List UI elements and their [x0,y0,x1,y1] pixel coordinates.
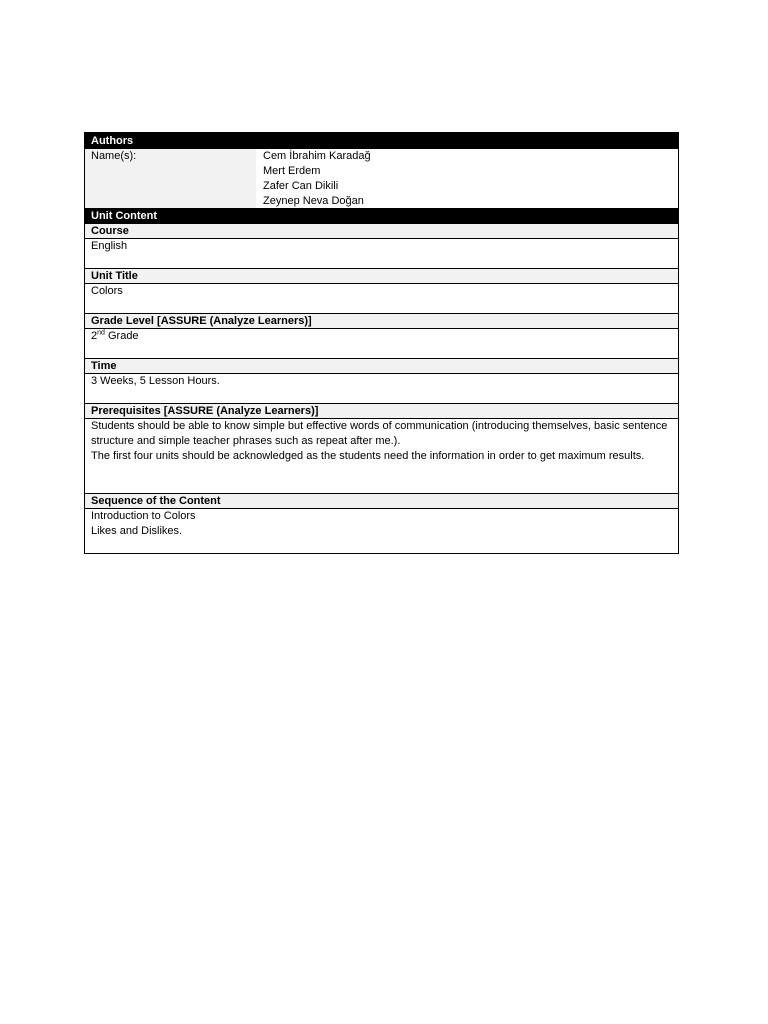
time-label: Time [85,359,678,374]
prerequisites-value [85,419,678,494]
grade-level-value [85,329,678,359]
grade-suffix: nd [97,329,105,337]
sequence-item: Introduction to Colors [91,510,196,522]
prerequisites-label: Prerequisites [ASSURE (Analyze Learners)] [85,404,678,419]
grade-number: 2 [91,330,98,342]
authors-names-row [85,149,678,208]
author-name: Zeynep Neva Doğan [263,195,364,207]
unit-plan-table [84,132,679,554]
sequence-item: Likes and Dislikes. [91,525,183,537]
time-value: 3 Weeks, 5 Lesson Hours. [85,374,678,404]
sequence-value [85,509,678,553]
names-list [256,149,678,208]
author-name: Zafer Can Dikili [263,180,339,192]
names-label: Name(s): [85,149,256,208]
author-name: Mert Erdem [263,165,321,177]
author-name: Cem İbrahim Karadağ [263,150,371,162]
course-label: Course [85,224,678,239]
unit-title-value: Colors [85,284,678,314]
course-value: English [85,239,678,269]
grade-text: Grade [104,330,139,342]
authors-header: Authors [85,133,678,149]
grade-level-label: Grade Level [ASSURE (Analyze Learners)] [85,314,678,329]
sequence-label: Sequence of the Content [85,494,678,509]
prerequisites-paragraph: The first four units should be acknowledged as the students need the information in order to get maximum results. [91,450,645,462]
prerequisites-paragraph: Students should be able to know simple but effective words of communication (introducing themselves, basic sentence structure and simple teacher phrases such as repeat after me.). [91,420,668,447]
unit-content-header: Unit Content [85,208,678,224]
unit-title-label: Unit Title [85,269,678,284]
